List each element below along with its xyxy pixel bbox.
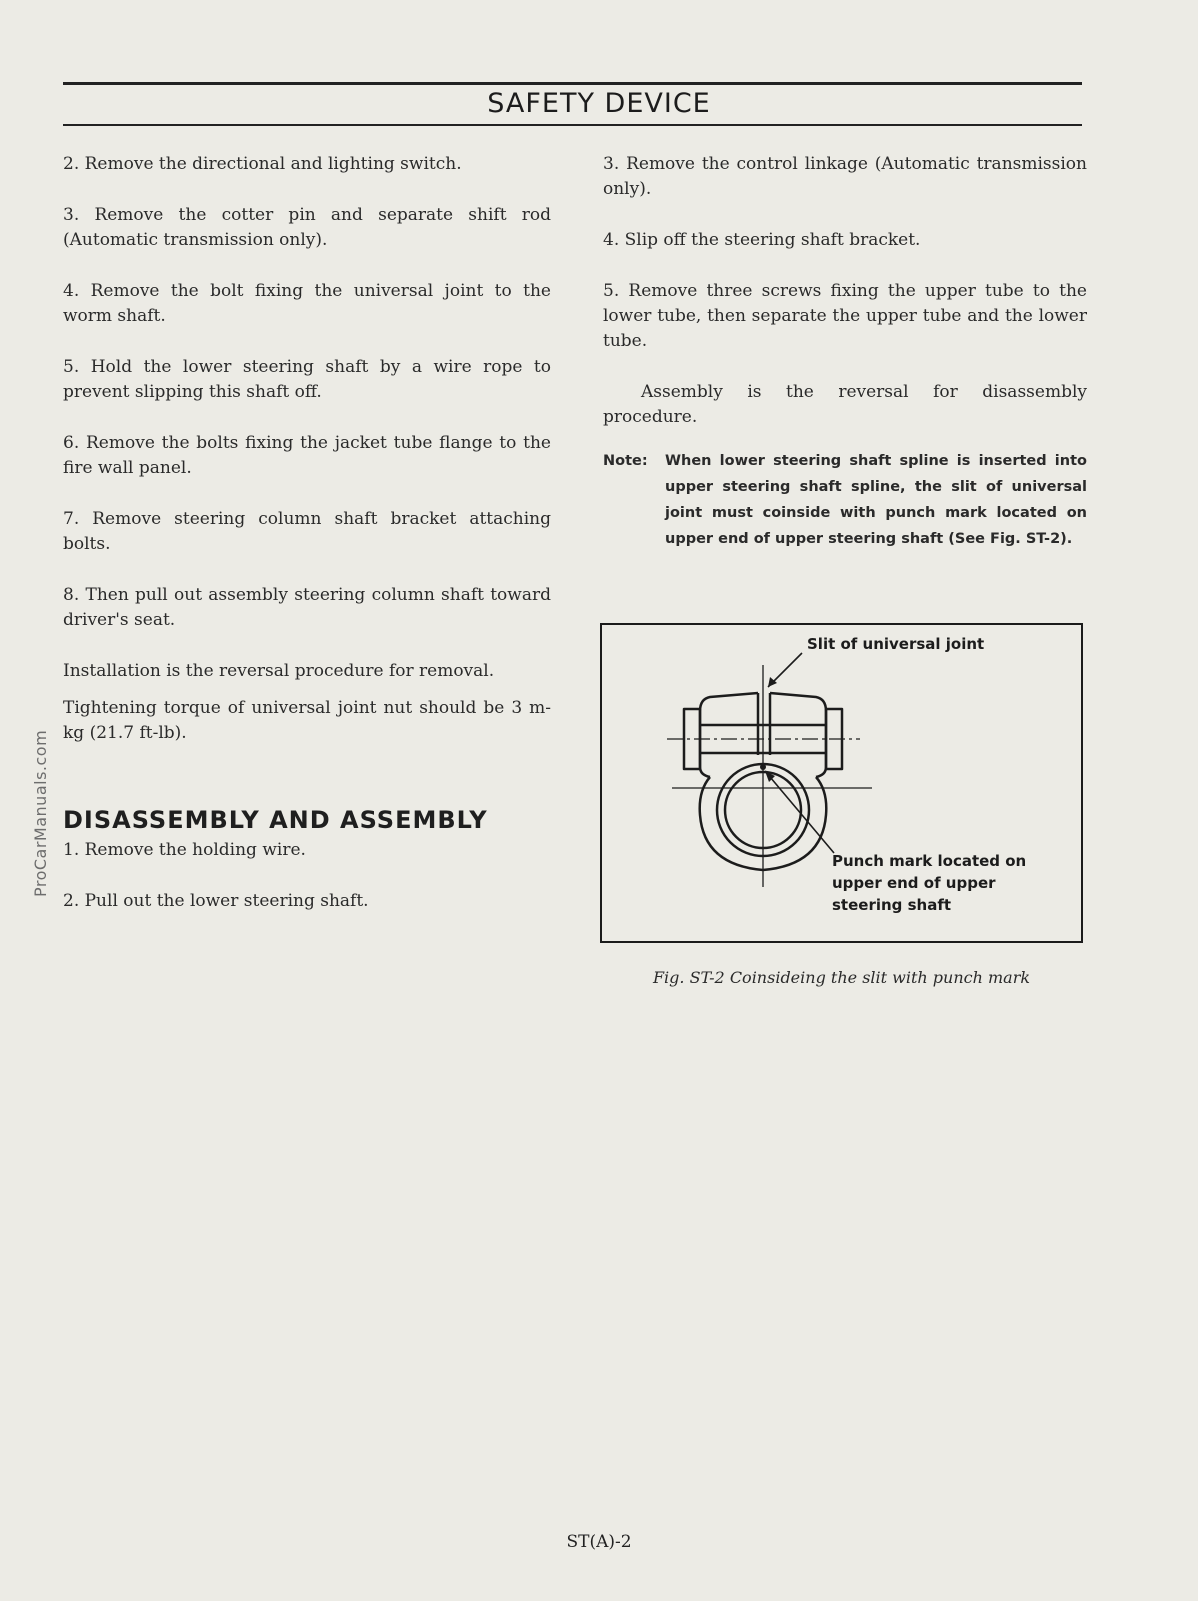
step-paragraph: 5. Remove three screws fixing the upper tube to the lower tube, then separate the upper tube and the lower tube. <box>603 281 1087 351</box>
note-text: When lower steering shaft spline is inserted into upper steering shaft spline, the slit of universal joint must coinside with punch mark located on upper end of upper steering shaft (See Fig. ST-2). <box>665 453 1087 547</box>
note-block <box>603 448 1087 552</box>
step-paragraph: 5. Hold the lower steering shaft by a wire rope to prevent slipping this shaft off. <box>63 357 551 402</box>
section-heading: DISASSEMBLY AND ASSEMBLY <box>63 806 488 834</box>
step-paragraph: 4. Slip off the steering shaft bracket. <box>603 230 921 250</box>
figure-st2 <box>600 623 1083 943</box>
page-title: SAFETY DEVICE <box>487 88 711 119</box>
punch-mark-label: Punch mark located on upper end of upper steering shaft <box>832 852 1027 914</box>
step-paragraph: 2. Remove the directional and lighting switch. <box>63 154 462 174</box>
step-paragraph: 3. Remove the control linkage (Automatic transmission only). <box>603 154 1087 199</box>
step-paragraph: 7. Remove steering column shaft bracket attaching bolts. <box>63 509 551 554</box>
step-paragraph: 6. Remove the bolts fixing the jacket tube flange to the fire wall panel. <box>63 433 551 478</box>
figure-caption: Fig. ST-2 Coinsideing the slit with punch mark <box>652 968 1031 987</box>
assembly-paragraph: Assembly is the reversal for disassembly procedure. <box>603 382 1087 427</box>
torque-paragraph: Tightening torque of universal joint nut should be 3 m-kg (21.7 ft-lb). <box>63 698 551 743</box>
slit-label: Slit of universal joint <box>807 635 985 653</box>
left-clamp <box>700 693 758 777</box>
header-rule-bottom <box>63 124 1082 126</box>
step-paragraph: 3. Remove the cotter pin and separate shift rod (Automatic transmission only). <box>63 205 551 250</box>
step-paragraph: 8. Then pull out assembly steering column shaft toward driver's seat. <box>63 585 551 630</box>
punch-mark <box>760 764 766 770</box>
page-number: ST(A)-2 <box>566 1532 632 1552</box>
watermark: ProCarManuals.com <box>31 729 50 897</box>
header-rule-top <box>63 82 1082 85</box>
section-step: 2. Pull out the lower steering shaft. <box>63 891 369 911</box>
section-step: 1. Remove the holding wire. <box>63 840 306 860</box>
right-column <box>603 152 1087 552</box>
note-label: Note: <box>603 453 648 469</box>
right-clamp <box>770 693 826 777</box>
step-paragraph: 4. Remove the bolt fixing the universal joint to the worm shaft. <box>63 281 551 326</box>
left-column <box>63 152 551 940</box>
installation-paragraph: Installation is the reversal procedure for removal. <box>63 661 495 681</box>
